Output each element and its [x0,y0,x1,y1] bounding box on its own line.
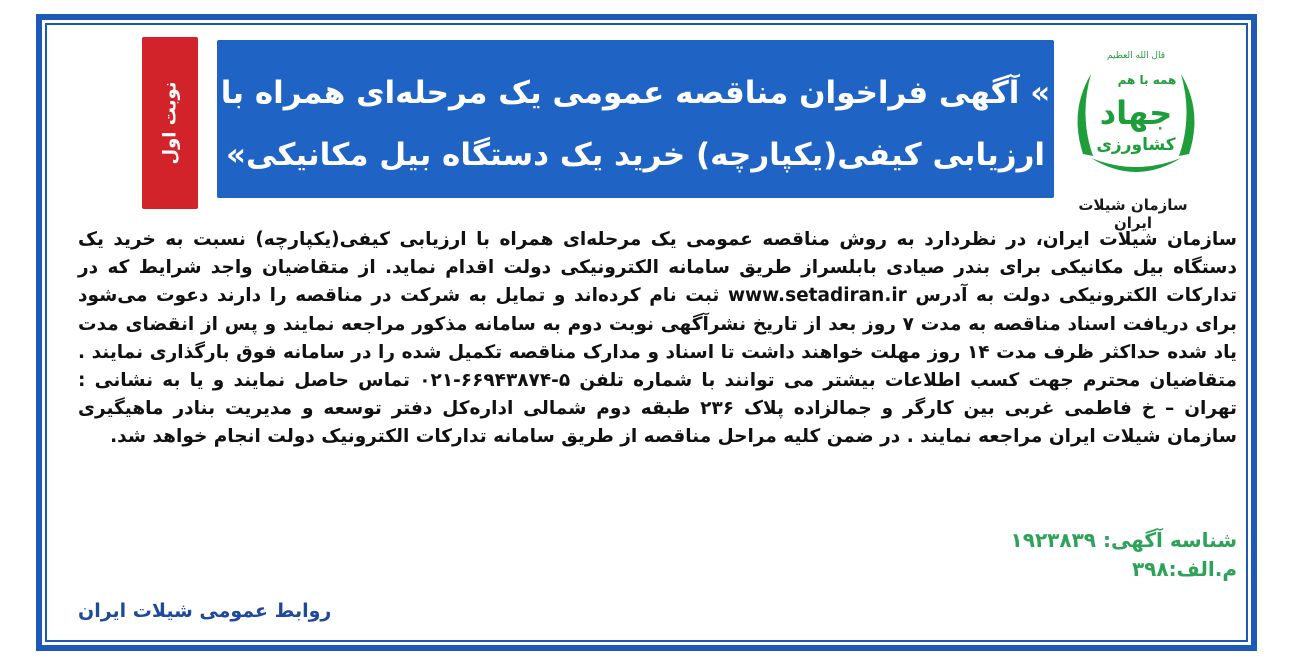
logo-arc-text: قال الله العظیم [1106,51,1166,61]
logo-main-text: جهاد [1099,94,1173,132]
ad-id: شناسه آگهی: ۱۹۲۳۸۳۹ [1010,528,1237,552]
ad-code: م.الف:۳۹۸ [1131,557,1237,581]
logo-top-text: همه با هم [1117,73,1177,87]
publisher-signature: روابط عمومی شیلات ایران [78,600,332,622]
ad-meta [1011,526,1237,584]
edition-tag [142,37,198,209]
ad-body: سازمان شیلات ایران، در نظردارد به روش مناقصه عمومی یک مرحله‌ای همراه با ارزیابی کیفی(یکپارچه) نسبت به خرید یک دستگاه بیل مکانیکی برای بندر صیادی بابلسراز طریق سامانه الکترونیکی دولت اقدام نماید. از متقاضیان واجد شرایط که در تدارکات الکترونیکی دولت به آدرس www.setadiran.ir ثبت نام کرده‌اند و تمایل به شرکت در مناقصه را دارند دعوت می‌شود برای دریافت اسناد مناقصه به مدت ۷ روز بعد از تاریخ نشرآگهی نوبت دوم به سامانه مذکور مراجعه نمایند و پس از انقضای مدت یاد شده حداکثر ظرف مدت ۱۴ روز مهلت خواهند داشت تا اسناد و مدارک مناقصه تکمیل شده را در سامانه فوق بارگذاری نمایند . متقاضیان محترم جهت کسب اطلاعات بیشتر می توانند با شماره تلفن ۵-۶۶۹۴۳۸۷۴-۰۲۱ تماس حاصل نمایند و یا به نشانی : تهران – خ فاطمی غربی بین کارگر و جمالزاده پلاک ۲۳۶ طبقه دوم شمالی اداره‌کل دفتر توسعه و مدیریت بنادر ماهیگیری سازمان شیلات ایران مراجعه نمایند . در ضمن کلیه مراحل مناقصه از طریق سامانه تدارکات الکترونیک دولت انجام خواهد شد. [78,229,1238,448]
edition-tag-label: نوبت اول [159,81,181,165]
logo-sub-text: کشاورزی [1096,135,1176,155]
logo-caption: سازمان شیلات ایران [1078,196,1188,232]
ad-frame [36,14,1257,651]
title-banner [217,40,1054,198]
ad-title: » آگهی فراخوان مناقصه عمومی یک مرحله‌ای همراه با ارزیابی کیفی(یکپارچه) خرید یک دستگاه بیل مکانیکی» [220,75,1051,173]
jihad-agriculture-logo [1061,36,1211,186]
